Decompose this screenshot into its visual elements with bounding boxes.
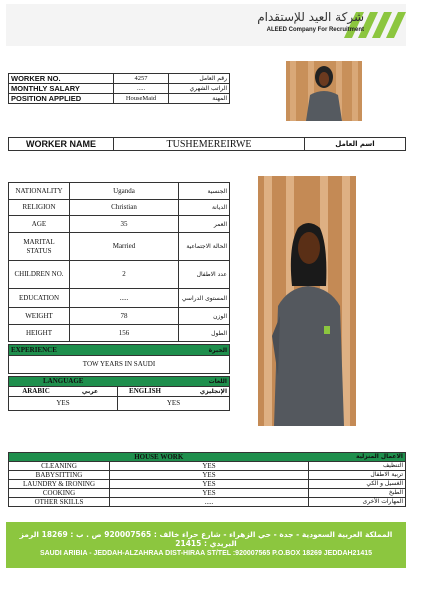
children-label-ar: عدد الاطفال: [179, 261, 230, 289]
babysitting-label: BABYSITTING: [9, 471, 110, 480]
worker-photo-small: [286, 61, 362, 121]
arabic-value: YES: [9, 397, 118, 411]
worker-name-table: [8, 137, 406, 151]
worker-details-table: [8, 182, 230, 342]
other-skills-label: OTHER SKILLS: [9, 498, 110, 507]
education-value: .....: [70, 289, 179, 308]
table-row: [9, 308, 230, 325]
house-work-header: [9, 453, 406, 462]
laundry-value: YES: [110, 480, 309, 489]
table-row: [9, 356, 230, 374]
babysitting-value: YES: [110, 471, 309, 480]
experience-title-ar: الخبرة: [133, 345, 230, 356]
table-row: [9, 498, 406, 507]
salary-value: .....: [114, 84, 169, 94]
religion-label-ar: الديانة: [179, 200, 230, 216]
table-row: [9, 387, 230, 397]
house-work-table: [8, 452, 406, 507]
nationality-value: Uganda: [70, 183, 179, 200]
education-label: EDUCATION: [9, 289, 70, 308]
weight-label-ar: الوزن: [179, 308, 230, 325]
experience-header: [9, 345, 230, 356]
weight-label: WEIGHT: [9, 308, 70, 325]
table-row: [9, 462, 406, 471]
age-label-ar: العمر: [179, 216, 230, 233]
company-name-english: ALEED Company For Recruitment: [266, 27, 364, 33]
cooking-label-ar: الطبخ: [309, 489, 406, 498]
nationality-label-ar: الجنسية: [179, 183, 230, 200]
company-name-arabic: شركة العيد للإستقدام: [257, 10, 364, 24]
footer-address-arabic: المملكة العربية السعودية - جدة - حي الزهراء - شارع حراء خالف : 920007565 ص . ب : 18269 الرمز البريدي : 21415: [19, 530, 393, 548]
experience-value: TOW YEARS IN SAUDI: [9, 356, 230, 374]
table-row: [9, 325, 230, 342]
children-label: CHILDREN NO.: [9, 261, 70, 289]
worker-name-value: TUSHEMEREIRWE: [114, 138, 305, 151]
language-title: LANGUAGE: [9, 377, 118, 387]
worker-no-label: WORKER NO.: [9, 74, 114, 84]
marital-status-value: Married: [70, 233, 179, 261]
language-header: [9, 377, 230, 387]
cooking-value: YES: [110, 489, 309, 498]
position-value: HouseMaid: [114, 94, 169, 104]
table-row: [9, 397, 230, 411]
marital-status-label: MARITAL STATUS: [9, 233, 70, 261]
worker-name-label-ar: اسم العامل: [305, 138, 406, 151]
arabic-label-ar: عربي: [63, 387, 118, 397]
nationality-label: NATIONALITY: [9, 183, 70, 200]
cooking-label: COOKING: [9, 489, 110, 498]
salary-label: MONTHLY SALARY: [9, 84, 114, 94]
english-label: ENGLISH: [118, 387, 173, 397]
babysitting-label-ar: تربية الاطفال: [309, 471, 406, 480]
table-row: [9, 233, 230, 261]
experience-table: [8, 344, 230, 374]
table-row: [9, 489, 406, 498]
religion-value: Christian: [70, 200, 179, 216]
worker-photo-large: [258, 176, 356, 426]
table-row: [9, 480, 406, 489]
position-label: POSITION APPLIED: [9, 94, 114, 104]
table-row: [9, 200, 230, 216]
salary-label-ar: الراتب الشهري: [169, 84, 230, 94]
language-title-ar: اللغات: [118, 377, 230, 387]
other-skills-label-ar: المهارات الأخرى: [309, 498, 406, 507]
worker-summary-table: [8, 73, 230, 104]
height-label: HEIGHT: [9, 325, 70, 342]
height-value: 156: [70, 325, 179, 342]
laundry-label-ar: الغسيل و الكي: [309, 480, 406, 489]
footer-address-english: SAUDI ARIBIA - JEDDAH-ALZAHRAA DIST-HIRAA ST/TEL :920007565 P.O.BOX 18269 JEDDAH21415: [39, 550, 373, 557]
english-value: YES: [118, 397, 230, 411]
table-row: [9, 74, 230, 84]
english-label-ar: الإنجليزي: [172, 387, 230, 397]
laundry-label: LAUNDRY & IRONING: [9, 480, 110, 489]
cleaning-label-ar: التنظيف: [309, 462, 406, 471]
position-label-ar: المهنة: [169, 94, 230, 104]
house-work-title: HOUSE WORK: [9, 453, 309, 462]
age-label: AGE: [9, 216, 70, 233]
height-label-ar: الطول: [179, 325, 230, 342]
weight-value: 78: [70, 308, 179, 325]
table-row: [9, 183, 230, 200]
education-label-ar: المستوى الدراسي: [179, 289, 230, 308]
table-row: [9, 94, 230, 104]
table-row: [9, 138, 406, 151]
table-row: [9, 84, 230, 94]
table-row: [9, 289, 230, 308]
experience-title: EXPERIENCE: [9, 345, 134, 356]
age-value: 35: [70, 216, 179, 233]
marital-status-label-ar: الحالة الاجتماعية: [179, 233, 230, 261]
cleaning-value: YES: [110, 462, 309, 471]
table-row: [9, 471, 406, 480]
worker-no-value: 4257: [114, 74, 169, 84]
religion-label: RELIGION: [9, 200, 70, 216]
arabic-label: ARABIC: [9, 387, 64, 397]
table-row: [9, 261, 230, 289]
page-footer: [6, 522, 406, 568]
other-skills-value: .....: [110, 498, 309, 507]
children-value: 2: [70, 261, 179, 289]
table-row: [9, 216, 230, 233]
house-work-title-ar: الاعمال المنزلية: [309, 453, 406, 462]
cleaning-label: CLEANING: [9, 462, 110, 471]
worker-no-label-ar: رقم العامل: [169, 74, 230, 84]
language-table: [8, 376, 230, 411]
worker-name-label: WORKER NAME: [9, 138, 114, 151]
